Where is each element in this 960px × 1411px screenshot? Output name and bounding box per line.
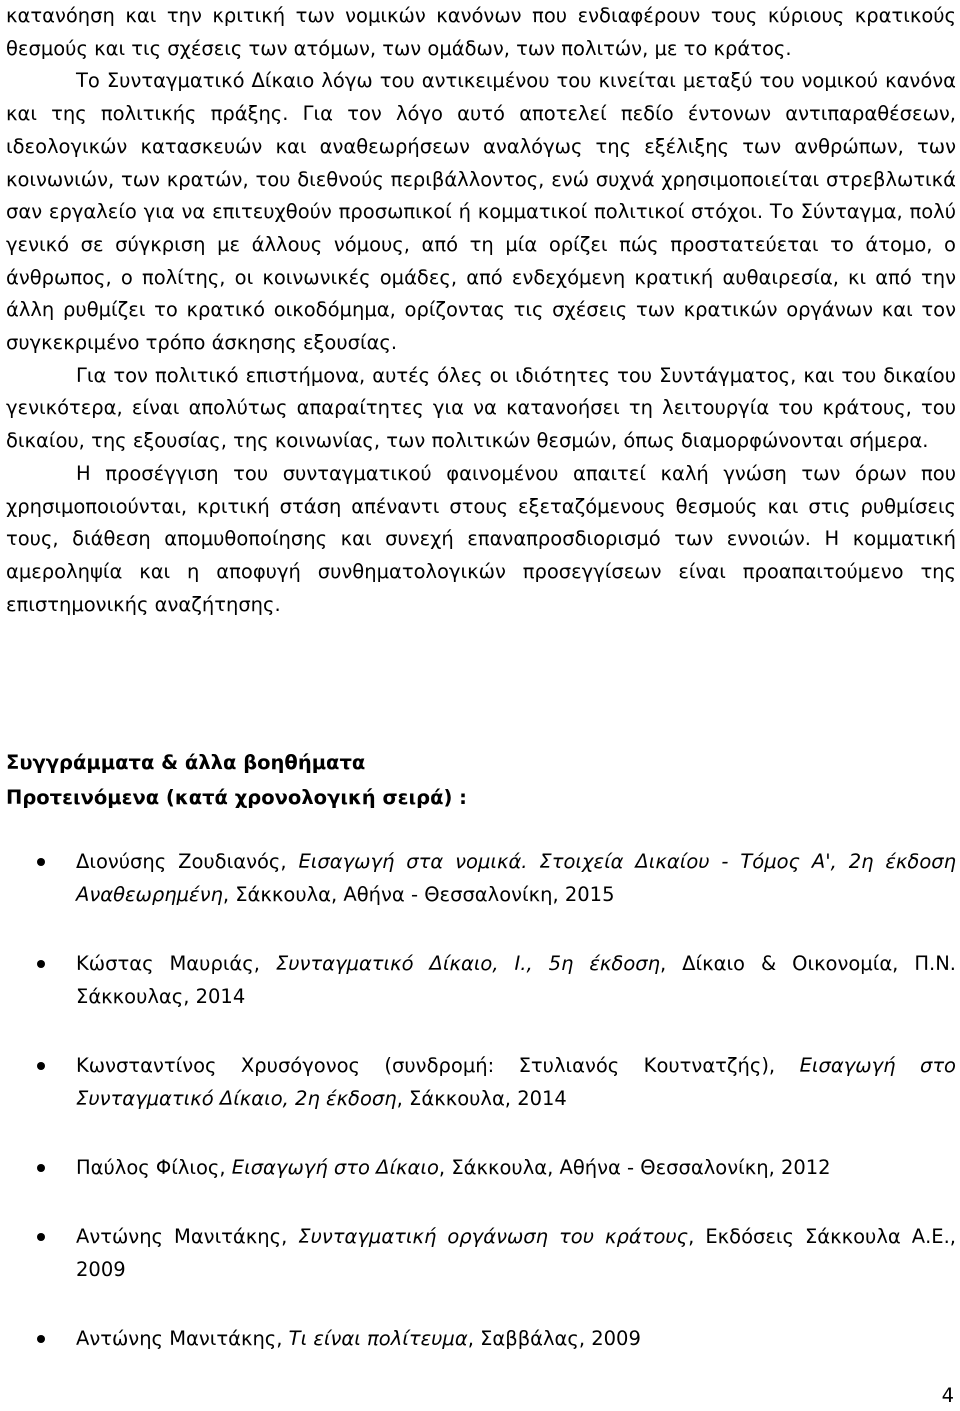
references-list: [0, 845, 960, 1391]
reference-item: [0, 845, 956, 911]
page-number: 4: [941, 1384, 954, 1407]
bullet-icon: [37, 960, 45, 968]
reference-author: Αντώνης Μανιτάκης,: [76, 1327, 289, 1350]
bullet-icon: [37, 1335, 45, 1343]
subsection-title: Προτεινόμενα (κατά χρονολογική σειρά) :: [6, 786, 467, 809]
reference-publisher: , Σάκκουλα, Αθήνα - Θεσσαλονίκη, 2015: [222, 883, 615, 906]
reference-author: Διονύσης Ζουδιανός,: [76, 850, 299, 873]
reference-title: Συνταγματική οργάνωση του κράτους: [298, 1225, 689, 1248]
reference-publisher: , Σάκκουλα, Αθήνα - Θεσσαλονίκη, 2012: [438, 1156, 831, 1179]
paragraph-approach: Η προσέγγιση του συνταγματικού φαινομένου απαιτεί καλή γνώση των όρων που χρησιμοποιούνται, κριτική στάση απέναντι στους εξεταζόμενους θεσμούς και στις ρυθμίσεις τους, διάθεση απομυθοποίησης και συνεχή επαναπροσδιορισμό των εννοιών. Η κομματική αμεροληψία και η αποφυγή συνθηματολογικών προσεγγίσεων είναι προαπαιτούμενο της επιστημονικής αναζήτησης.: [6, 461, 956, 616]
reference-item: [0, 1220, 956, 1286]
reference-publisher: , Σάκκουλα, 2014: [396, 1087, 567, 1110]
paragraph-political-scientist: Για τον πολιτικό επιστήμονα, αυτές όλες οι ιδιότητες του Συντάγματος, και του δικαίου γενικότερα, είναι απολύτως απαραίτητες για να κατανοήσει τη λειτουργία του κράτους, του δικαίου, της εξουσίας, της κοινωνίας, των πολιτικών θεσμών, όπως διαμορφώνονται σήμερα.: [6, 363, 956, 453]
bullet-icon: [37, 1062, 45, 1070]
paragraph-constitutional-law: Το Συνταγματικό Δίκαιο λόγω του αντικειμένου του κινείται μεταξύ του νομικού κανόνα και της πολιτικής πράξης. Για τον λόγο αυτό αποτελεί πεδίο έντονων αντιπαραθέσεων, ιδεολογικών κατασκευών και αναθεωρήσεων αναλόγως της εξέλιξης των ανθρώπων, των κοινωνιών, των κρατών, του διεθνούς περιβάλλοντος, ενώ συχνά χρησιμοποιείται στρεβλωτικά σαν εργαλείο για να επιτευχθούν προσωπικοί ή κομματικοί πολιτικοί στόχοι. Το Σύνταγμα, πολύ γενικό σε σύγκριση με άλλους νόμους, από τη μία ορίζει πώς προστατεύεται το άτομο, ο άνθρωπος, ο πολίτης, οι κοινωνικές ομάδες, από ενδεχόμενη κρατική αυθαιρεσία, κι από την άλλη ρυθμίζει το κρατικό οικοδόμημα, ορίζοντας τις σχέσεις των κρατικών οργάνων και τον συγκεκριμένο τρόπο άσκησης εξουσίας.: [6, 69, 956, 355]
reference-title: Εισαγωγή στο Συνταγματικό Δίκαιο, 2η έκδοση: [76, 1054, 956, 1110]
reference-author: Αντώνης Μανιτάκης,: [76, 1225, 299, 1248]
reference-publisher: , Εκδόσεις Σάκκουλα Α.Ε., 2009: [76, 1225, 956, 1281]
reference-publisher: , Δίκαιο & Οικονομία, Π.Ν. Σάκκουλας, 2014: [76, 952, 956, 1008]
reference-item: [0, 1049, 956, 1115]
bullet-icon: [37, 1233, 45, 1241]
bullet-icon: [37, 1164, 45, 1172]
reference-title: Συνταγματικό Δίκαιο, Ι., 5η έκδοση: [275, 952, 660, 975]
reference-title: Εισαγωγή στο Δίκαιο: [231, 1156, 439, 1179]
reference-publisher: , Σαββάλας, 2009: [467, 1327, 641, 1350]
paragraph-continuation: κατανόηση και την κριτική των νομικών κανόνων που ενδιαφέρουν τους κύριους κρατικούς θεσμούς και τις σχέσεις των ατόμων, των ομάδων, των πολιτών, με το κράτος.: [6, 4, 956, 60]
reference-title: Εισαγωγή στα νομικά. Στοιχεία Δικαίου - Τόμος Α', 2η έκδοση Αναθεωρημένη: [76, 850, 956, 906]
reference-author: Κωνσταντίνος Χρυσόγονος (συνδρομή: Στυλιανός Κουτνατζής),: [76, 1054, 800, 1077]
reference-item: [0, 947, 956, 1013]
reference-item: [0, 1322, 956, 1355]
section-title: Συγγράμματα & άλλα βοηθήματα: [6, 751, 366, 774]
bullet-icon: [37, 858, 45, 866]
reference-author: Παύλος Φίλιος,: [76, 1156, 232, 1179]
reference-item: [0, 1151, 956, 1184]
body-text: [6, 0, 956, 621]
reference-author: Κώστας Μαυριάς,: [76, 952, 276, 975]
reference-title: Τι είναι πολίτευμα: [288, 1327, 468, 1350]
